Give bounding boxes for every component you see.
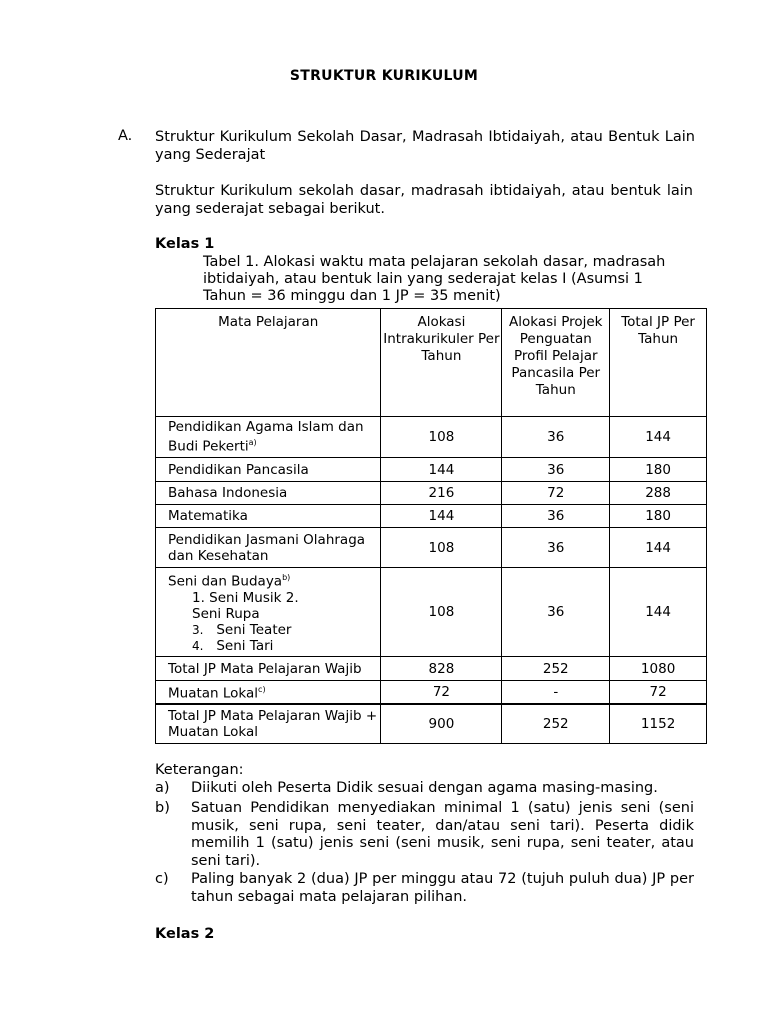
total-cell: 144 [610, 568, 707, 657]
header-subject: Mata Pelajaran [156, 309, 381, 417]
intra-cell: 144 [381, 505, 502, 528]
intra-cell: 144 [381, 458, 502, 482]
total-cell: 1152 [610, 704, 707, 744]
note-text: Paling banyak 2 (dua) JP per minggu atau 72 (tujuh puluh dua) JP per tahun sebagai mata pelajaran pilihan. [191, 871, 694, 905]
projek-cell: 36 [502, 528, 610, 568]
intra-cell: 900 [381, 704, 502, 744]
table-row [156, 458, 707, 482]
projek-cell: - [502, 681, 610, 704]
note-text: Satuan Pendidikan menyediakan minimal 1 (satu) jenis seni (seni musik, seni rupa, seni teater, dan/atau seni tari). Peserta didik memilih 1 (satu) jenis seni (seni musik, seni rupa, seni teater, atau seni tari). [191, 800, 694, 869]
note-letter: c) [155, 871, 169, 887]
subject-cell: Matematika [156, 505, 381, 528]
total-cell: 180 [610, 458, 707, 482]
total-cell: 1080 [610, 657, 707, 681]
curriculum-table [155, 308, 707, 744]
section-number: A. [118, 128, 133, 144]
projek-cell: 252 [502, 704, 610, 744]
table-row [156, 704, 707, 744]
subject-cell: Bahasa Indonesia [156, 482, 381, 505]
projek-cell: 36 [502, 505, 610, 528]
notes-title: Keterangan: [155, 762, 244, 778]
table-row [156, 505, 707, 528]
projek-cell: 252 [502, 657, 610, 681]
subject-cell: Seni dan Budaya$^{b)}$ 1. Seni Musik 2. Seni Rupa 3. Seni Teater 4. Seni Tari [156, 568, 381, 657]
arts-item: Seni Rupa [192, 605, 260, 622]
projek-cell: 72 [502, 482, 610, 505]
intra-cell: 108 [381, 417, 502, 458]
subject-cell: Muatan Lokal$^{c)}$ [156, 681, 381, 704]
table-row [156, 568, 707, 657]
total-cell: 180 [610, 505, 707, 528]
page-title: STRUKTUR KURIKULUM [289, 68, 479, 84]
header-intrakurikuler: Alokasi Intrakurikuler Per Tahun [381, 309, 502, 417]
subject-cell: Pendidikan Pancasila [156, 458, 381, 482]
intra-cell: 216 [381, 482, 502, 505]
subject-cell: Pendidikan Agama Islam dan Budi Pekerti$^{a)}$ [156, 417, 381, 458]
header-total: Total JP Per Tahun [610, 309, 707, 417]
subject-cell: Total JP Mata Pelajaran Wajib + Muatan Lokal [156, 704, 381, 744]
table-row [156, 417, 707, 458]
table-caption: Tabel 1. Alokasi waktu mata pelajaran sekolah dasar, madrasah ibtidaiyah, atau bentuk lain yang sederajat kelas I (Asumsi 1 Tahun = 36 minggu dan 1 JP = 35 menit) [203, 254, 666, 304]
total-cell: 288 [610, 482, 707, 505]
total-cell: 72 [610, 681, 707, 704]
arts-item: 1. Seni Musik 2. [192, 589, 299, 606]
projek-cell: 36 [502, 458, 610, 482]
note-letter: a) [155, 780, 170, 796]
table-row [156, 681, 707, 704]
intra-cell: 828 [381, 657, 502, 681]
arts-item: 3. Seni Teater [192, 621, 292, 638]
intra-cell: 108 [381, 568, 502, 657]
table-row [156, 657, 707, 681]
section-heading: Struktur Kurikulum Sekolah Dasar, Madrasah Ibtidaiyah, atau Bentuk Lain yang Sederajat [155, 129, 695, 163]
intra-cell: 108 [381, 528, 502, 568]
section-intro: Struktur Kurikulum sekolah dasar, madrasah ibtidaiyah, atau bentuk lain yang sederajat sebagai berikut. [155, 183, 693, 217]
table-row [156, 528, 707, 568]
subject-cell: Pendidikan Jasmani Olahraga dan Kesehatan [156, 528, 381, 568]
header-projek: Alokasi Projek Penguatan Profil Pelajar Pancasila Per Tahun [502, 309, 610, 417]
total-cell: 144 [610, 417, 707, 458]
table-row [156, 482, 707, 505]
subject-cell: Total JP Mata Pelajaran Wajib [156, 657, 381, 681]
total-cell: 144 [610, 528, 707, 568]
table-header-row [156, 309, 707, 417]
kelas-1-heading: Kelas 1 [155, 236, 215, 252]
projek-cell: 36 [502, 417, 610, 458]
note-letter: b) [155, 800, 170, 816]
projek-cell: 36 [502, 568, 610, 657]
kelas-2-heading: Kelas 2 [155, 926, 215, 942]
arts-item: 4. Seni Tari [192, 637, 274, 654]
intra-cell: 72 [381, 681, 502, 704]
note-text: Diikuti oleh Peserta Didik sesuai dengan agama masing-masing. [191, 780, 658, 796]
